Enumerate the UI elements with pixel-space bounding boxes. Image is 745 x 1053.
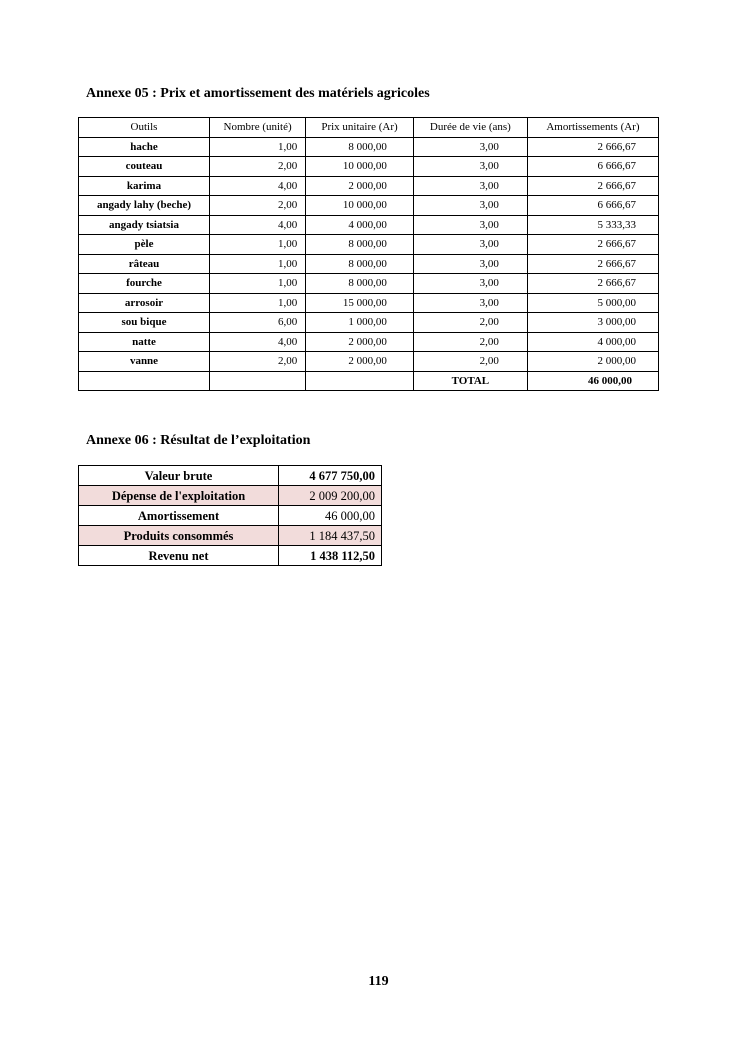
outil-duree: 3,00 [413,254,527,274]
table-row [79,332,659,352]
outil-duree: 3,00 [413,274,527,294]
result-value: 4 677 750,00 [279,466,382,486]
table-row [79,254,659,274]
outil-duree: 2,00 [413,352,527,372]
outil-duree: 3,00 [413,157,527,177]
annexe05-title: Annexe 05 : Prix et amortissement des matériels agricoles [86,86,430,101]
table-row [79,235,659,255]
outil-nombre: 4,00 [210,176,306,196]
outil-prix: 4 000,00 [306,215,414,235]
table-header-row [79,118,659,138]
outil-amort: 5 333,33 [527,215,658,235]
table-row [79,215,659,235]
total-value: 46 000,00 [527,371,658,391]
total-label: TOTAL [413,371,527,391]
annexe06-title: Annexe 06 : Résultat de l’exploitation [86,433,311,448]
outil-prix: 8 000,00 [306,254,414,274]
outil-amort: 2 666,67 [527,235,658,255]
outil-amort: 6 666,67 [527,196,658,216]
result-value: 46 000,00 [279,506,382,526]
outil-name: vanne [79,352,210,372]
result-label: Amortissement [79,506,279,526]
header-outils: Outils [79,118,210,138]
header-duree: Durée de vie (ans) [413,118,527,138]
outil-amort: 2 666,67 [527,274,658,294]
empty-cell [210,371,306,391]
result-label: Produits consommés [79,526,279,546]
result-value: 1 438 112,50 [279,546,382,566]
outil-name: fourche [79,274,210,294]
outil-duree: 3,00 [413,176,527,196]
outil-amort: 5 000,00 [527,293,658,313]
result-value: 1 184 437,50 [279,526,382,546]
materials-depreciation-table [78,117,659,391]
outil-duree: 3,00 [413,137,527,157]
outil-amort: 4 000,00 [527,332,658,352]
outil-prix: 10 000,00 [306,196,414,216]
outil-duree: 2,00 [413,313,527,333]
outil-prix: 8 000,00 [306,274,414,294]
header-nombre: Nombre (unité) [210,118,306,138]
outil-prix: 2 000,00 [306,352,414,372]
outil-nombre: 1,00 [210,254,306,274]
outil-nombre: 1,00 [210,274,306,294]
outil-prix: 10 000,00 [306,157,414,177]
outil-amort: 2 666,67 [527,137,658,157]
outil-duree: 2,00 [413,332,527,352]
outil-nombre: 2,00 [210,196,306,216]
outil-name: râteau [79,254,210,274]
page-number: 119 [368,974,389,989]
outil-name: karima [79,176,210,196]
outil-nombre: 6,00 [210,313,306,333]
outil-nombre: 1,00 [210,235,306,255]
result-row [79,486,382,506]
outil-amort: 2 666,67 [527,176,658,196]
header-prix: Prix unitaire (Ar) [306,118,414,138]
outil-name: natte [79,332,210,352]
result-row [79,506,382,526]
outil-prix: 8 000,00 [306,137,414,157]
table-row [79,352,659,372]
outil-amort: 2 000,00 [527,352,658,372]
outil-duree: 3,00 [413,293,527,313]
outil-nombre: 1,00 [210,137,306,157]
outil-name: arrosoir [79,293,210,313]
outil-prix: 8 000,00 [306,235,414,255]
outil-name: sou bique [79,313,210,333]
outil-nombre: 1,00 [210,293,306,313]
outil-amort: 6 666,67 [527,157,658,177]
outil-prix: 2 000,00 [306,332,414,352]
outil-duree: 3,00 [413,196,527,216]
outil-prix: 2 000,00 [306,176,414,196]
outil-amort: 2 666,67 [527,254,658,274]
header-amort: Amortissements (Ar) [527,118,658,138]
table-row [79,157,659,177]
result-row [79,546,382,566]
outil-nombre: 4,00 [210,215,306,235]
outil-name: couteau [79,157,210,177]
outil-amort: 3 000,00 [527,313,658,333]
table-row [79,274,659,294]
result-value: 2 009 200,00 [279,486,382,506]
outil-duree: 3,00 [413,235,527,255]
outil-name: angady tsiatsia [79,215,210,235]
outil-prix: 1 000,00 [306,313,414,333]
result-label: Revenu net [79,546,279,566]
outil-name: pèle [79,235,210,255]
table-row [79,313,659,333]
table-row [79,176,659,196]
outil-name: hache [79,137,210,157]
result-row [79,526,382,546]
outil-name: angady lahy (beche) [79,196,210,216]
empty-cell [79,371,210,391]
table-row [79,196,659,216]
table-row [79,137,659,157]
outil-duree: 3,00 [413,215,527,235]
outil-prix: 15 000,00 [306,293,414,313]
exploitation-result-table [78,465,382,566]
result-label: Dépense de l'exploitation [79,486,279,506]
result-row [79,466,382,486]
table-row [79,293,659,313]
empty-cell [306,371,414,391]
outil-nombre: 2,00 [210,157,306,177]
result-label: Valeur brute [79,466,279,486]
outil-nombre: 4,00 [210,332,306,352]
outil-nombre: 2,00 [210,352,306,372]
total-row [79,371,659,391]
